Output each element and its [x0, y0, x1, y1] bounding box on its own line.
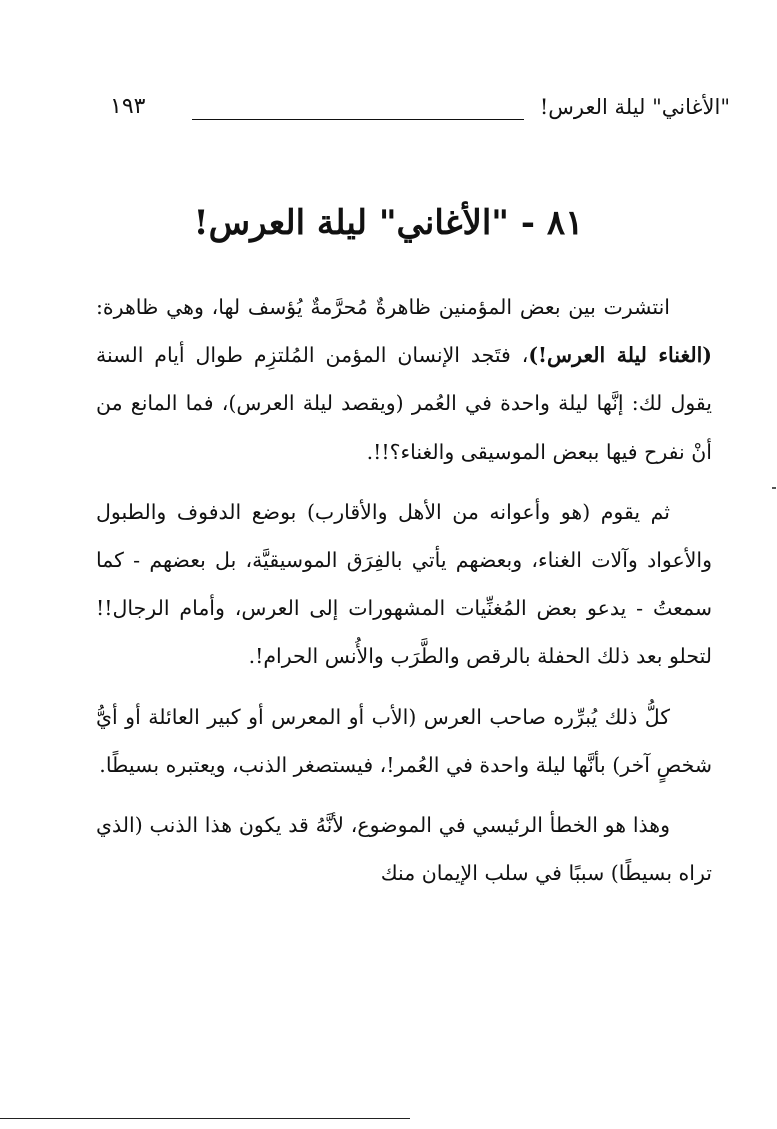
paragraph-1 [96, 283, 712, 476]
running-title: "الأغاني" ليلة العرس! [539, 95, 730, 119]
page-number: ١٩٣ [110, 94, 146, 119]
body-text [96, 283, 712, 909]
paragraph-4: وهذا هو الخطأ الرئيسي في الموضوع، لأنَّهُ قد يكون هذا الذنب (الذي تراه بسيطًا) سببًا في سلب الإيمان منك [96, 813, 712, 886]
paragraph-1-end: ، فتَجد الإنسان المؤمن المُلتزِم طوال أيام السنة يقول لك: إنَّها ليلة واحدة في العُمر (ويقصد ليلة العرس)، فما المانع من أنْ نفرح فيها ببعض الموسيقى والغناء؟!!. [96, 343, 712, 464]
paragraph-1-start: انتشرت بين بعض المؤمنين ظاهرةٌ مُحرَّمةٌ يُؤسف لها، وهي ظاهرة: [96, 295, 670, 319]
paragraph-2: ثم يقوم (هو وأعوانه من الأهل والأقارب) بوضع الدفوف والطبول والأعواد وآلات الغناء، وبعضهم يأتي بالفِرَق الموسيقيَّة، بل بعضهم - كما سمعتُ - يدعو بعض المُغنِّيات المشهورات إلى العرس، وأمام الرجال!! لتحلو بعد ذلك الحفلة بالرقص والطَّرَب والأُنس الحرام!. [96, 499, 712, 669]
chapter-heading: ٨١ - "الأغاني" ليلة العرس! [193, 203, 584, 243]
paragraph-1-bold-phrase: (الغناء ليلة العرس!) [528, 343, 712, 368]
bottom-rule [0, 1118, 410, 1119]
paragraph-3: كلُّ ذلك يُبرِّره صاحب العرس (الأب أو المعرس أو كبير العائلة أو أيُّ شخصٍ آخر) بأنَّها ليلة واحدة في العُمر!، فيستصغر الذنب، ويعتبره بسيطًا. [96, 704, 712, 777]
margin-tick [772, 487, 776, 489]
header-rule [192, 119, 524, 120]
running-header [110, 92, 730, 128]
